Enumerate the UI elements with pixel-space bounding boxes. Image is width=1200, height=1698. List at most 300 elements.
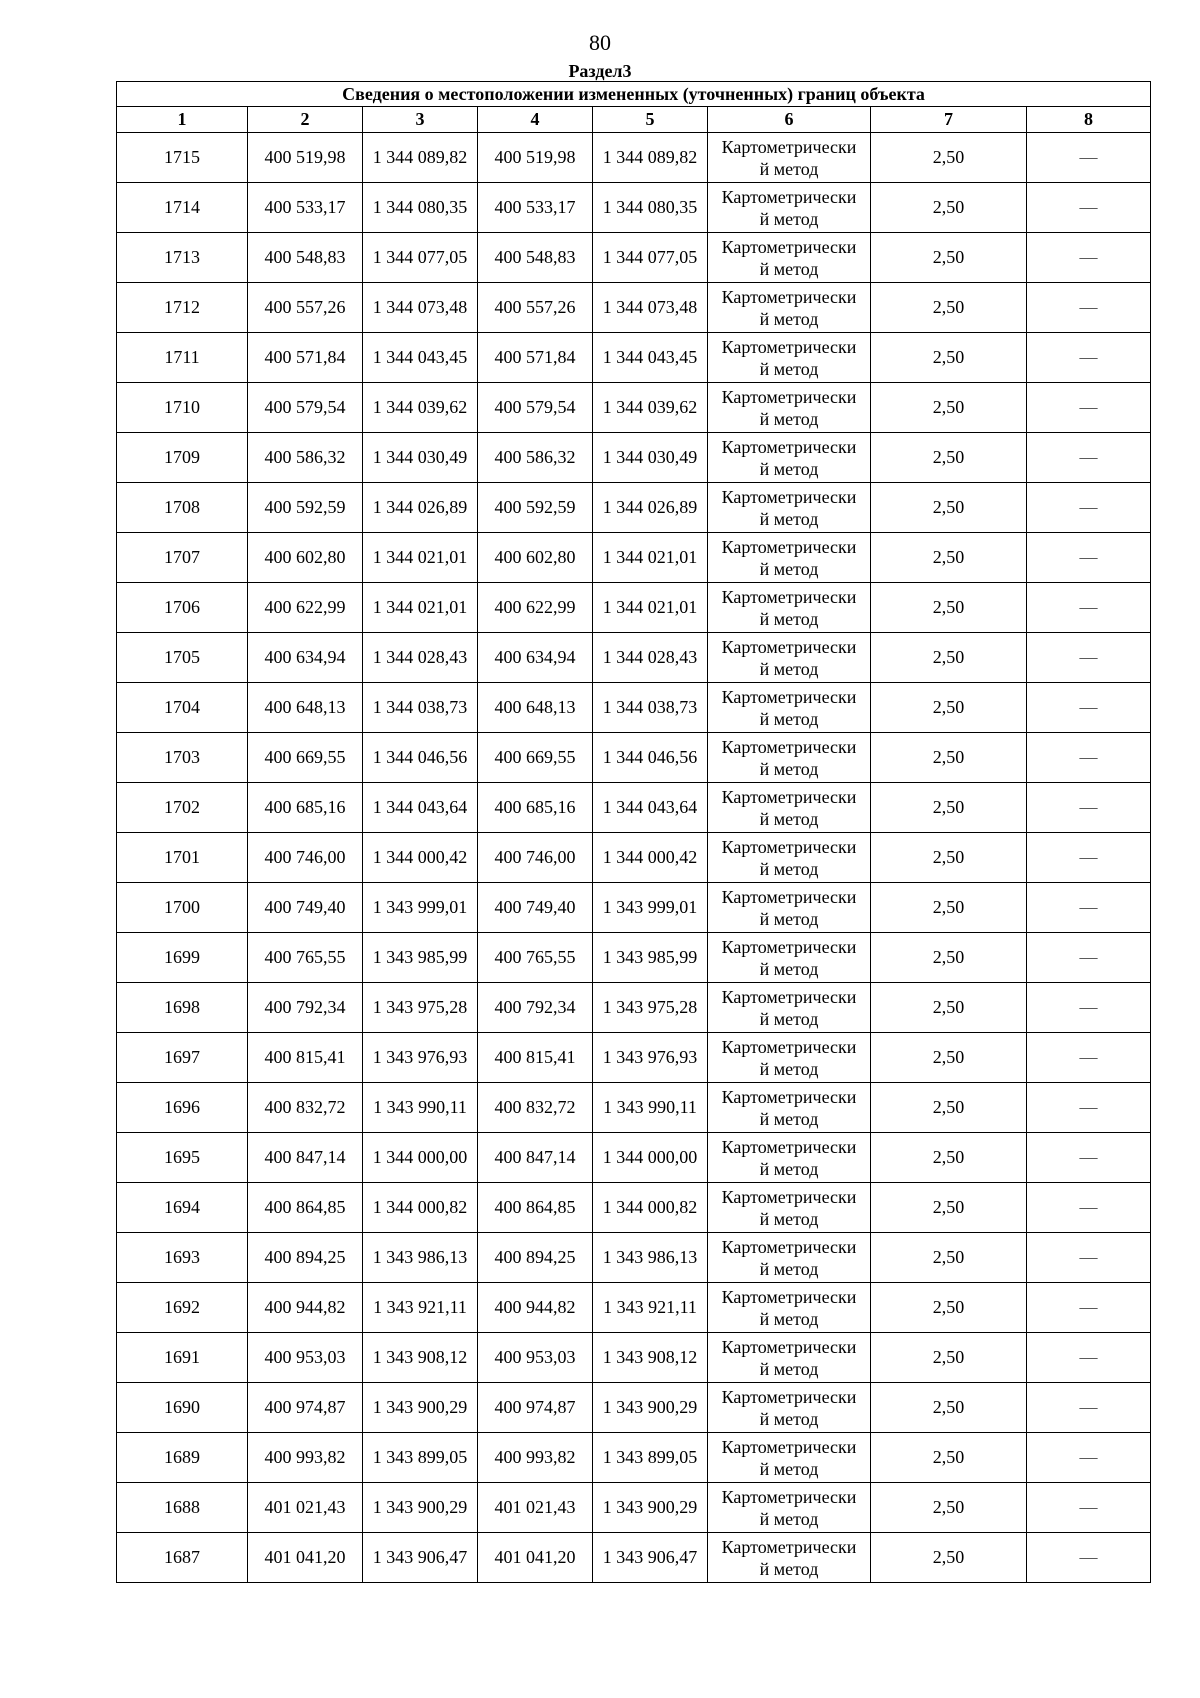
note-cell: — (1027, 733, 1151, 783)
method-text: й метод (759, 608, 819, 629)
method-text: Картометрически (721, 686, 857, 707)
method-cell (708, 933, 871, 983)
x-coordinate-cell: 400 815,41 (478, 1033, 593, 1083)
note-cell: — (1027, 933, 1151, 983)
y-coordinate-cell: 1 344 028,43 (363, 633, 478, 683)
y-coordinate-cell: 1 343 900,29 (593, 1483, 708, 1533)
method-text: Картометрически (721, 1186, 857, 1207)
x-coordinate-cell: 400 864,85 (248, 1183, 363, 1233)
method-text: й метод (759, 1358, 819, 1379)
note-cell: — (1027, 283, 1151, 333)
accuracy-cell: 2,50 (871, 1433, 1027, 1483)
point-number-cell: 1705 (117, 633, 248, 683)
accuracy-cell: 2,50 (871, 983, 1027, 1033)
x-coordinate-cell: 400 765,55 (478, 933, 593, 983)
method-text: й метод (759, 1208, 819, 1229)
x-coordinate-cell: 400 533,17 (248, 183, 363, 233)
y-coordinate-cell: 1 343 899,05 (363, 1433, 478, 1483)
y-coordinate-cell: 1 344 080,35 (363, 183, 478, 233)
x-coordinate-cell: 400 602,80 (478, 533, 593, 583)
method-text: й метод (759, 258, 819, 279)
x-coordinate-cell: 400 847,14 (248, 1133, 363, 1183)
y-coordinate-cell: 1 344 073,48 (363, 283, 478, 333)
point-number-cell: 1701 (117, 833, 248, 883)
method-text: Картометрически (721, 1336, 857, 1357)
y-coordinate-cell: 1 344 000,00 (593, 1133, 708, 1183)
x-coordinate-cell: 400 993,82 (248, 1433, 363, 1483)
column-number: 7 (871, 107, 1027, 133)
method-text: Картометрически (721, 386, 857, 407)
x-coordinate-cell: 400 894,25 (478, 1233, 593, 1283)
method-cell (708, 983, 871, 1033)
method-text: й метод (759, 1258, 819, 1279)
point-number-cell: 1696 (117, 1083, 248, 1133)
y-coordinate-cell: 1 343 986,13 (363, 1233, 478, 1283)
column-number: 5 (593, 107, 708, 133)
y-coordinate-cell: 1 344 077,05 (363, 233, 478, 283)
method-text: й метод (759, 1308, 819, 1329)
point-number-cell: 1703 (117, 733, 248, 783)
method-cell (708, 1383, 871, 1433)
y-coordinate-cell: 1 343 906,47 (363, 1533, 478, 1583)
point-number-cell: 1692 (117, 1283, 248, 1333)
table-row (117, 583, 1151, 633)
table-row (117, 1333, 1151, 1383)
method-cell (708, 133, 871, 183)
y-coordinate-cell: 1 343 900,29 (593, 1383, 708, 1433)
y-coordinate-cell: 1 343 985,99 (363, 933, 478, 983)
point-number-cell: 1714 (117, 183, 248, 233)
column-number: 2 (248, 107, 363, 133)
table-row (117, 883, 1151, 933)
x-coordinate-cell: 401 021,43 (248, 1483, 363, 1533)
x-coordinate-cell: 400 746,00 (478, 833, 593, 883)
accuracy-cell: 2,50 (871, 1033, 1027, 1083)
y-coordinate-cell: 1 344 043,64 (363, 783, 478, 833)
x-coordinate-cell: 400 974,87 (478, 1383, 593, 1433)
method-text: й метод (759, 1558, 819, 1579)
table-row (117, 1383, 1151, 1433)
method-text: Картометрически (721, 286, 857, 307)
table-row (117, 983, 1151, 1033)
method-text: й метод (759, 1508, 819, 1529)
method-text: Картометрически (721, 1236, 857, 1257)
method-text: Картометрически (721, 1086, 857, 1107)
accuracy-cell: 2,50 (871, 1183, 1027, 1233)
method-text: Картометрически (721, 886, 857, 907)
method-cell (708, 1183, 871, 1233)
table-body (117, 133, 1151, 1583)
accuracy-cell: 2,50 (871, 1533, 1027, 1583)
accuracy-cell: 2,50 (871, 833, 1027, 883)
y-coordinate-cell: 1 344 030,49 (593, 433, 708, 483)
method-text: Картометрически (721, 636, 857, 657)
method-cell (708, 883, 871, 933)
method-text: й метод (759, 1158, 819, 1179)
x-coordinate-cell: 401 041,20 (478, 1533, 593, 1583)
accuracy-cell: 2,50 (871, 1483, 1027, 1533)
method-text: Картометрически (721, 786, 857, 807)
accuracy-cell: 2,50 (871, 1233, 1027, 1283)
point-number-cell: 1687 (117, 1533, 248, 1583)
x-coordinate-cell: 400 571,84 (478, 333, 593, 383)
point-number-cell: 1699 (117, 933, 248, 983)
y-coordinate-cell: 1 343 906,47 (593, 1533, 708, 1583)
x-coordinate-cell: 400 571,84 (248, 333, 363, 383)
note-cell: — (1027, 1483, 1151, 1533)
accuracy-cell: 2,50 (871, 433, 1027, 483)
table-row (117, 1083, 1151, 1133)
x-coordinate-cell: 400 993,82 (478, 1433, 593, 1483)
y-coordinate-cell: 1 344 039,62 (593, 383, 708, 433)
accuracy-cell: 2,50 (871, 1383, 1027, 1433)
method-text: й метод (759, 1058, 819, 1079)
point-number-cell: 1693 (117, 1233, 248, 1283)
point-number-cell: 1695 (117, 1133, 248, 1183)
x-coordinate-cell: 400 634,94 (478, 633, 593, 683)
method-text: й метод (759, 858, 819, 879)
y-coordinate-cell: 1 344 073,48 (593, 283, 708, 333)
y-coordinate-cell: 1 344 000,42 (593, 833, 708, 883)
column-number: 4 (478, 107, 593, 133)
note-cell: — (1027, 983, 1151, 1033)
x-coordinate-cell: 400 792,34 (478, 983, 593, 1033)
method-cell (708, 683, 871, 733)
table-row (117, 1283, 1151, 1333)
method-cell (708, 783, 871, 833)
x-coordinate-cell: 400 832,72 (248, 1083, 363, 1133)
note-cell: — (1027, 233, 1151, 283)
y-coordinate-cell: 1 344 089,82 (363, 133, 478, 183)
point-number-cell: 1700 (117, 883, 248, 933)
column-number-row (117, 107, 1151, 133)
x-coordinate-cell: 400 557,26 (478, 283, 593, 333)
method-text: Картометрически (721, 1286, 857, 1307)
method-text: Картометрически (721, 136, 857, 157)
table-row (117, 233, 1151, 283)
x-coordinate-cell: 400 815,41 (248, 1033, 363, 1083)
method-text: й метод (759, 958, 819, 979)
method-cell (708, 533, 871, 583)
y-coordinate-cell: 1 344 000,82 (593, 1183, 708, 1233)
method-text: й метод (759, 208, 819, 229)
method-text: й метод (759, 908, 819, 929)
x-coordinate-cell: 400 557,26 (248, 283, 363, 333)
column-number: 8 (1027, 107, 1151, 133)
method-text: Картометрически (721, 1436, 857, 1457)
y-coordinate-cell: 1 343 899,05 (593, 1433, 708, 1483)
y-coordinate-cell: 1 343 976,93 (363, 1033, 478, 1083)
method-cell (708, 1033, 871, 1083)
table-row (117, 1033, 1151, 1083)
accuracy-cell: 2,50 (871, 1083, 1027, 1133)
accuracy-cell: 2,50 (871, 733, 1027, 783)
method-cell (708, 183, 871, 233)
y-coordinate-cell: 1 344 043,45 (593, 333, 708, 383)
y-coordinate-cell: 1 344 039,62 (363, 383, 478, 433)
x-coordinate-cell: 400 765,55 (248, 933, 363, 983)
method-cell (708, 1283, 871, 1333)
coordinates-table (116, 81, 1151, 1583)
method-text: й метод (759, 508, 819, 529)
x-coordinate-cell: 400 592,59 (248, 483, 363, 533)
table-row (117, 383, 1151, 433)
x-coordinate-cell: 400 685,16 (248, 783, 363, 833)
table-row (117, 1133, 1151, 1183)
y-coordinate-cell: 1 343 985,99 (593, 933, 708, 983)
note-cell: — (1027, 183, 1151, 233)
point-number-cell: 1691 (117, 1333, 248, 1383)
method-cell (708, 1433, 871, 1483)
y-coordinate-cell: 1 343 975,28 (593, 983, 708, 1033)
y-coordinate-cell: 1 344 021,01 (363, 583, 478, 633)
note-cell: — (1027, 1433, 1151, 1483)
column-number: 1 (117, 107, 248, 133)
point-number-cell: 1698 (117, 983, 248, 1033)
y-coordinate-cell: 1 344 026,89 (593, 483, 708, 533)
y-coordinate-cell: 1 344 038,73 (593, 683, 708, 733)
table-title: Сведения о местоположении измененных (уточненных) границ объекта (117, 82, 1151, 107)
point-number-cell: 1697 (117, 1033, 248, 1083)
method-text: Картометрически (721, 986, 857, 1007)
note-cell: — (1027, 1133, 1151, 1183)
x-coordinate-cell: 400 669,55 (478, 733, 593, 783)
method-text: Картометрически (721, 936, 857, 957)
y-coordinate-cell: 1 343 976,93 (593, 1033, 708, 1083)
point-number-cell: 1711 (117, 333, 248, 383)
method-text: й метод (759, 658, 819, 679)
y-coordinate-cell: 1 343 900,29 (363, 1383, 478, 1433)
note-cell: — (1027, 833, 1151, 883)
table-row (117, 1483, 1151, 1533)
method-text: Картометрически (721, 1036, 857, 1057)
method-text: й метод (759, 1008, 819, 1029)
note-cell: — (1027, 583, 1151, 633)
y-coordinate-cell: 1 343 921,11 (593, 1283, 708, 1333)
y-coordinate-cell: 1 344 043,45 (363, 333, 478, 383)
accuracy-cell: 2,50 (871, 183, 1027, 233)
method-text: й метод (759, 1108, 819, 1129)
point-number-cell: 1688 (117, 1483, 248, 1533)
method-cell (708, 633, 871, 683)
x-coordinate-cell: 400 953,03 (478, 1333, 593, 1383)
x-coordinate-cell: 400 648,13 (478, 683, 593, 733)
x-coordinate-cell: 401 041,20 (248, 1533, 363, 1583)
accuracy-cell: 2,50 (871, 933, 1027, 983)
note-cell: — (1027, 1383, 1151, 1433)
note-cell: — (1027, 433, 1151, 483)
table-row (117, 1183, 1151, 1233)
x-coordinate-cell: 400 894,25 (248, 1233, 363, 1283)
method-cell (708, 333, 871, 383)
table-row (117, 1533, 1151, 1583)
method-cell (708, 1233, 871, 1283)
method-text: Картометрически (721, 586, 857, 607)
y-coordinate-cell: 1 344 026,89 (363, 483, 478, 533)
note-cell: — (1027, 683, 1151, 733)
method-text: Картометрически (721, 1536, 857, 1557)
accuracy-cell: 2,50 (871, 1333, 1027, 1383)
method-text: й метод (759, 708, 819, 729)
x-coordinate-cell: 400 749,40 (248, 883, 363, 933)
y-coordinate-cell: 1 344 077,05 (593, 233, 708, 283)
method-cell (708, 583, 871, 633)
x-coordinate-cell: 400 648,13 (248, 683, 363, 733)
y-coordinate-cell: 1 343 975,28 (363, 983, 478, 1033)
method-text: Картометрически (721, 1386, 857, 1407)
table-row (117, 733, 1151, 783)
y-coordinate-cell: 1 344 028,43 (593, 633, 708, 683)
point-number-cell: 1709 (117, 433, 248, 483)
point-number-cell: 1690 (117, 1383, 248, 1433)
accuracy-cell: 2,50 (871, 883, 1027, 933)
y-coordinate-cell: 1 344 080,35 (593, 183, 708, 233)
method-cell (708, 283, 871, 333)
method-text: Картометрически (721, 736, 857, 757)
method-text: Картометрически (721, 1136, 857, 1157)
note-cell: — (1027, 883, 1151, 933)
x-coordinate-cell: 400 792,34 (248, 983, 363, 1033)
note-cell: — (1027, 1183, 1151, 1233)
x-coordinate-cell: 400 685,16 (478, 783, 593, 833)
method-text: Картометрически (721, 1486, 857, 1507)
method-text: й метод (759, 308, 819, 329)
note-cell: — (1027, 383, 1151, 433)
method-cell (708, 1133, 871, 1183)
x-coordinate-cell: 400 586,32 (478, 433, 593, 483)
y-coordinate-cell: 1 343 986,13 (593, 1233, 708, 1283)
table-row (117, 133, 1151, 183)
method-cell (708, 733, 871, 783)
x-coordinate-cell: 400 586,32 (248, 433, 363, 483)
x-coordinate-cell: 400 832,72 (478, 1083, 593, 1133)
x-coordinate-cell: 400 622,99 (248, 583, 363, 633)
table-row (117, 433, 1151, 483)
table-row (117, 483, 1151, 533)
method-text: Картометрически (721, 186, 857, 207)
y-coordinate-cell: 1 343 999,01 (363, 883, 478, 933)
x-coordinate-cell: 400 669,55 (248, 733, 363, 783)
y-coordinate-cell: 1 344 038,73 (363, 683, 478, 733)
method-text: Картометрически (721, 486, 857, 507)
method-text: Картометрически (721, 536, 857, 557)
method-cell (708, 833, 871, 883)
note-cell: — (1027, 783, 1151, 833)
x-coordinate-cell: 400 579,54 (478, 383, 593, 433)
method-text: Картометрически (721, 236, 857, 257)
y-coordinate-cell: 1 344 021,01 (593, 583, 708, 633)
method-cell (708, 483, 871, 533)
x-coordinate-cell: 400 847,14 (478, 1133, 593, 1183)
x-coordinate-cell: 400 974,87 (248, 1383, 363, 1433)
table-row (117, 283, 1151, 333)
accuracy-cell: 2,50 (871, 383, 1027, 433)
accuracy-cell: 2,50 (871, 1133, 1027, 1183)
method-cell (708, 1333, 871, 1383)
y-coordinate-cell: 1 344 030,49 (363, 433, 478, 483)
y-coordinate-cell: 1 343 900,29 (363, 1483, 478, 1533)
x-coordinate-cell: 400 622,99 (478, 583, 593, 633)
section-label: Раздел3 (568, 61, 632, 81)
y-coordinate-cell: 1 343 908,12 (593, 1333, 708, 1383)
method-cell (708, 383, 871, 433)
y-coordinate-cell: 1 344 000,82 (363, 1183, 478, 1233)
method-cell (708, 233, 871, 283)
accuracy-cell: 2,50 (871, 533, 1027, 583)
point-number-cell: 1708 (117, 483, 248, 533)
y-coordinate-cell: 1 344 021,01 (363, 533, 478, 583)
note-cell: — (1027, 533, 1151, 583)
y-coordinate-cell: 1 344 000,42 (363, 833, 478, 883)
method-text: й метод (759, 158, 819, 179)
accuracy-cell: 2,50 (871, 783, 1027, 833)
x-coordinate-cell: 400 548,83 (478, 233, 593, 283)
point-number-cell: 1702 (117, 783, 248, 833)
x-coordinate-cell: 400 944,82 (478, 1283, 593, 1333)
method-text: Картометрически (721, 436, 857, 457)
column-number: 3 (363, 107, 478, 133)
note-cell: — (1027, 1533, 1151, 1583)
x-coordinate-cell: 400 533,17 (478, 183, 593, 233)
method-text: й метод (759, 1408, 819, 1429)
accuracy-cell: 2,50 (871, 633, 1027, 683)
accuracy-cell: 2,50 (871, 133, 1027, 183)
method-cell (708, 1483, 871, 1533)
note-cell: — (1027, 1033, 1151, 1083)
note-cell: — (1027, 333, 1151, 383)
x-coordinate-cell: 400 953,03 (248, 1333, 363, 1383)
accuracy-cell: 2,50 (871, 683, 1027, 733)
table-row (117, 183, 1151, 233)
y-coordinate-cell: 1 344 043,64 (593, 783, 708, 833)
x-coordinate-cell: 400 602,80 (248, 533, 363, 583)
table-row (117, 533, 1151, 583)
note-cell: — (1027, 1283, 1151, 1333)
y-coordinate-cell: 1 343 990,11 (593, 1083, 708, 1133)
point-number-cell: 1710 (117, 383, 248, 433)
accuracy-cell: 2,50 (871, 1283, 1027, 1333)
accuracy-cell: 2,50 (871, 333, 1027, 383)
x-coordinate-cell: 400 749,40 (478, 883, 593, 933)
x-coordinate-cell: 400 864,85 (478, 1183, 593, 1233)
table-row (117, 833, 1151, 883)
note-cell: — (1027, 133, 1151, 183)
column-number: 6 (708, 107, 871, 133)
note-cell: — (1027, 1333, 1151, 1383)
note-cell: — (1027, 1233, 1151, 1283)
accuracy-cell: 2,50 (871, 583, 1027, 633)
x-coordinate-cell: 400 634,94 (248, 633, 363, 683)
point-number-cell: 1704 (117, 683, 248, 733)
x-coordinate-cell: 401 021,43 (478, 1483, 593, 1533)
method-text: й метод (759, 458, 819, 479)
y-coordinate-cell: 1 344 000,00 (363, 1133, 478, 1183)
method-text: й метод (759, 1458, 819, 1479)
accuracy-cell: 2,50 (871, 483, 1027, 533)
point-number-cell: 1707 (117, 533, 248, 583)
method-text: й метод (759, 558, 819, 579)
table-row (117, 783, 1151, 833)
x-coordinate-cell: 400 548,83 (248, 233, 363, 283)
x-coordinate-cell: 400 579,54 (248, 383, 363, 433)
note-cell: — (1027, 1083, 1151, 1133)
table-row (117, 1433, 1151, 1483)
point-number-cell: 1712 (117, 283, 248, 333)
point-number-cell: 1715 (117, 133, 248, 183)
point-number-cell: 1713 (117, 233, 248, 283)
accuracy-cell: 2,50 (871, 283, 1027, 333)
method-cell (708, 1083, 871, 1133)
